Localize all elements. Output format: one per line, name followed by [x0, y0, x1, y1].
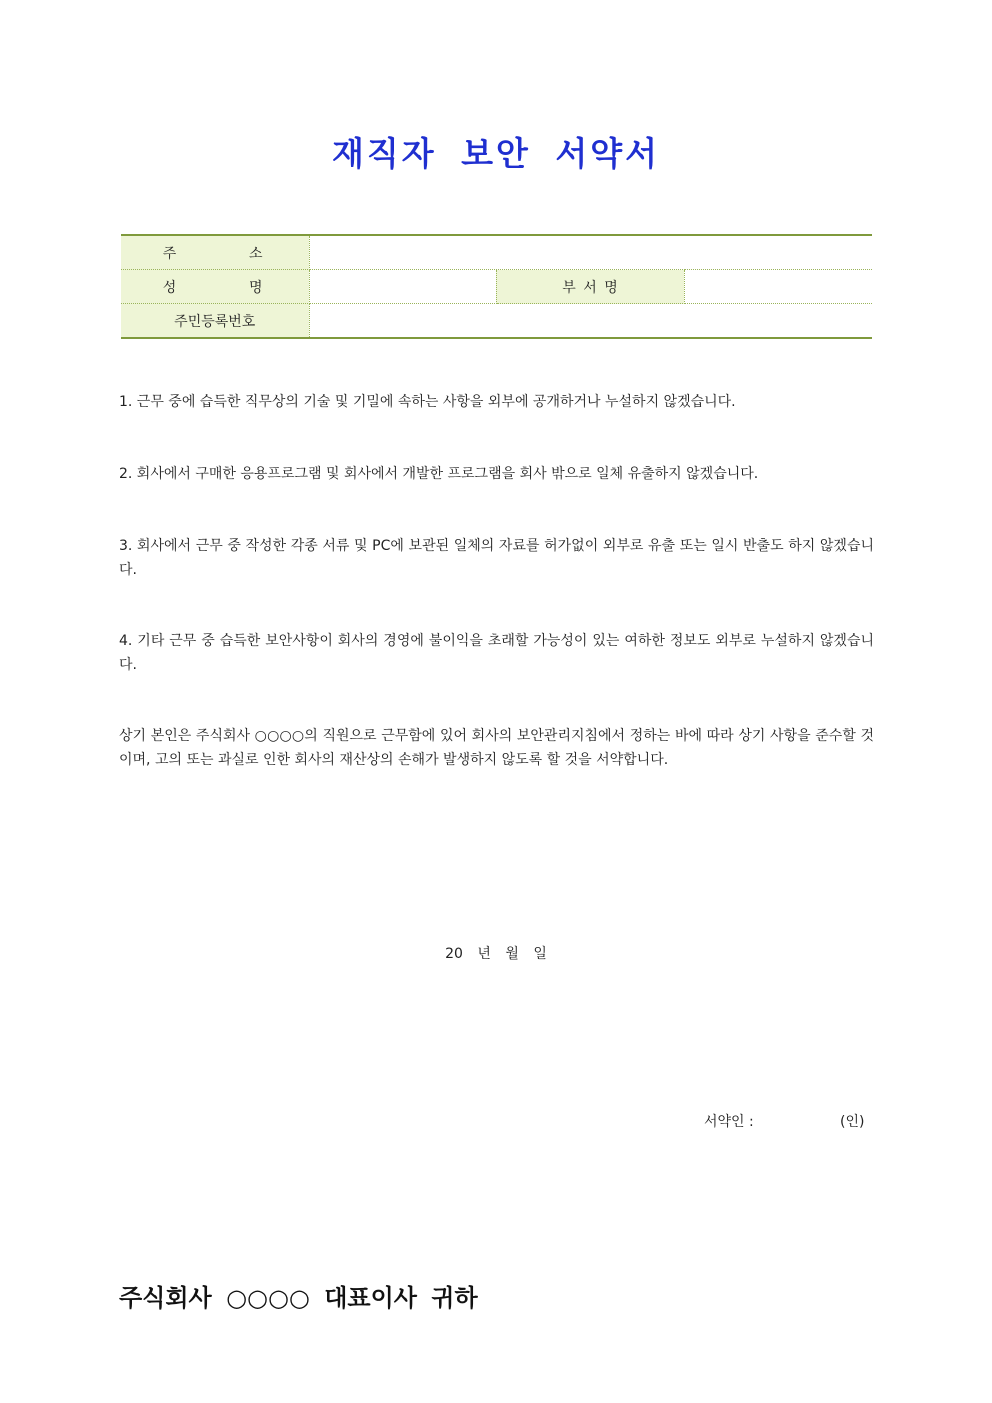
address-label-cell — [121, 235, 309, 270]
address-label: 주 소 — [162, 245, 267, 262]
name-field[interactable] — [309, 270, 496, 304]
signature-line — [704, 1111, 865, 1131]
resident-number-label: 주민등록번호 — [174, 313, 256, 330]
name-label: 성 명 — [162, 279, 267, 296]
address-field[interactable] — [309, 235, 872, 270]
pledge-paragraph: 상기 본인은 주식회사 ○○○○의 직원으로 근무함에 있어 회사의 보안관리지침에서 정하는 바에 따라 상기 사항을 준수할 것이며, 고의 또는 과실로 인한 회사의 재산상의 손해가 발생하지 않도록 할 것을 서약합니다. — [119, 728, 874, 768]
clause-1: 1. 근무 중에 습득한 직무상의 기술 및 기밀에 속하는 사항을 외부에 공개하거나 누설하지 않겠습니다. — [119, 394, 736, 410]
clause-4: 4. 기타 근무 중 습득한 보안사항이 회사의 경영에 불이익을 초래할 가능성이 있는 여하한 정보도 외부로 누설하지 않겠습니다. — [119, 633, 874, 673]
seal-mark: (인) — [840, 1114, 865, 1130]
addressee: 주식회사 ○○○○ 대표이사 귀하 — [119, 1284, 478, 1312]
resident-number-label-cell — [121, 304, 309, 339]
clause-2: 2. 회사에서 구매한 응용프로그램 및 회사에서 개발한 프로그램을 회사 밖으로 일체 유출하지 않겠습니다. — [119, 466, 759, 482]
department-field[interactable] — [684, 270, 872, 304]
resident-number-field[interactable] — [309, 304, 872, 339]
signer-label: 서약인 : — [704, 1114, 754, 1130]
name-row — [121, 270, 872, 304]
address-row — [121, 235, 872, 270]
clause-3: 3. 회사에서 근무 중 작성한 각종 서류 및 PC에 보관된 일체의 자료를 허가없이 외부로 유출 또는 일시 반출도 하지 않겠습니다. — [119, 538, 874, 578]
department-label: 부 서 명 — [562, 279, 618, 296]
document-title: 재직자 보안 서약서 — [331, 134, 660, 173]
department-label-cell — [496, 270, 684, 304]
personal-info-table — [121, 234, 872, 339]
name-label-cell — [121, 270, 309, 304]
date-line: 20 년 월 일 — [445, 946, 547, 962]
resident-number-row — [121, 304, 872, 339]
